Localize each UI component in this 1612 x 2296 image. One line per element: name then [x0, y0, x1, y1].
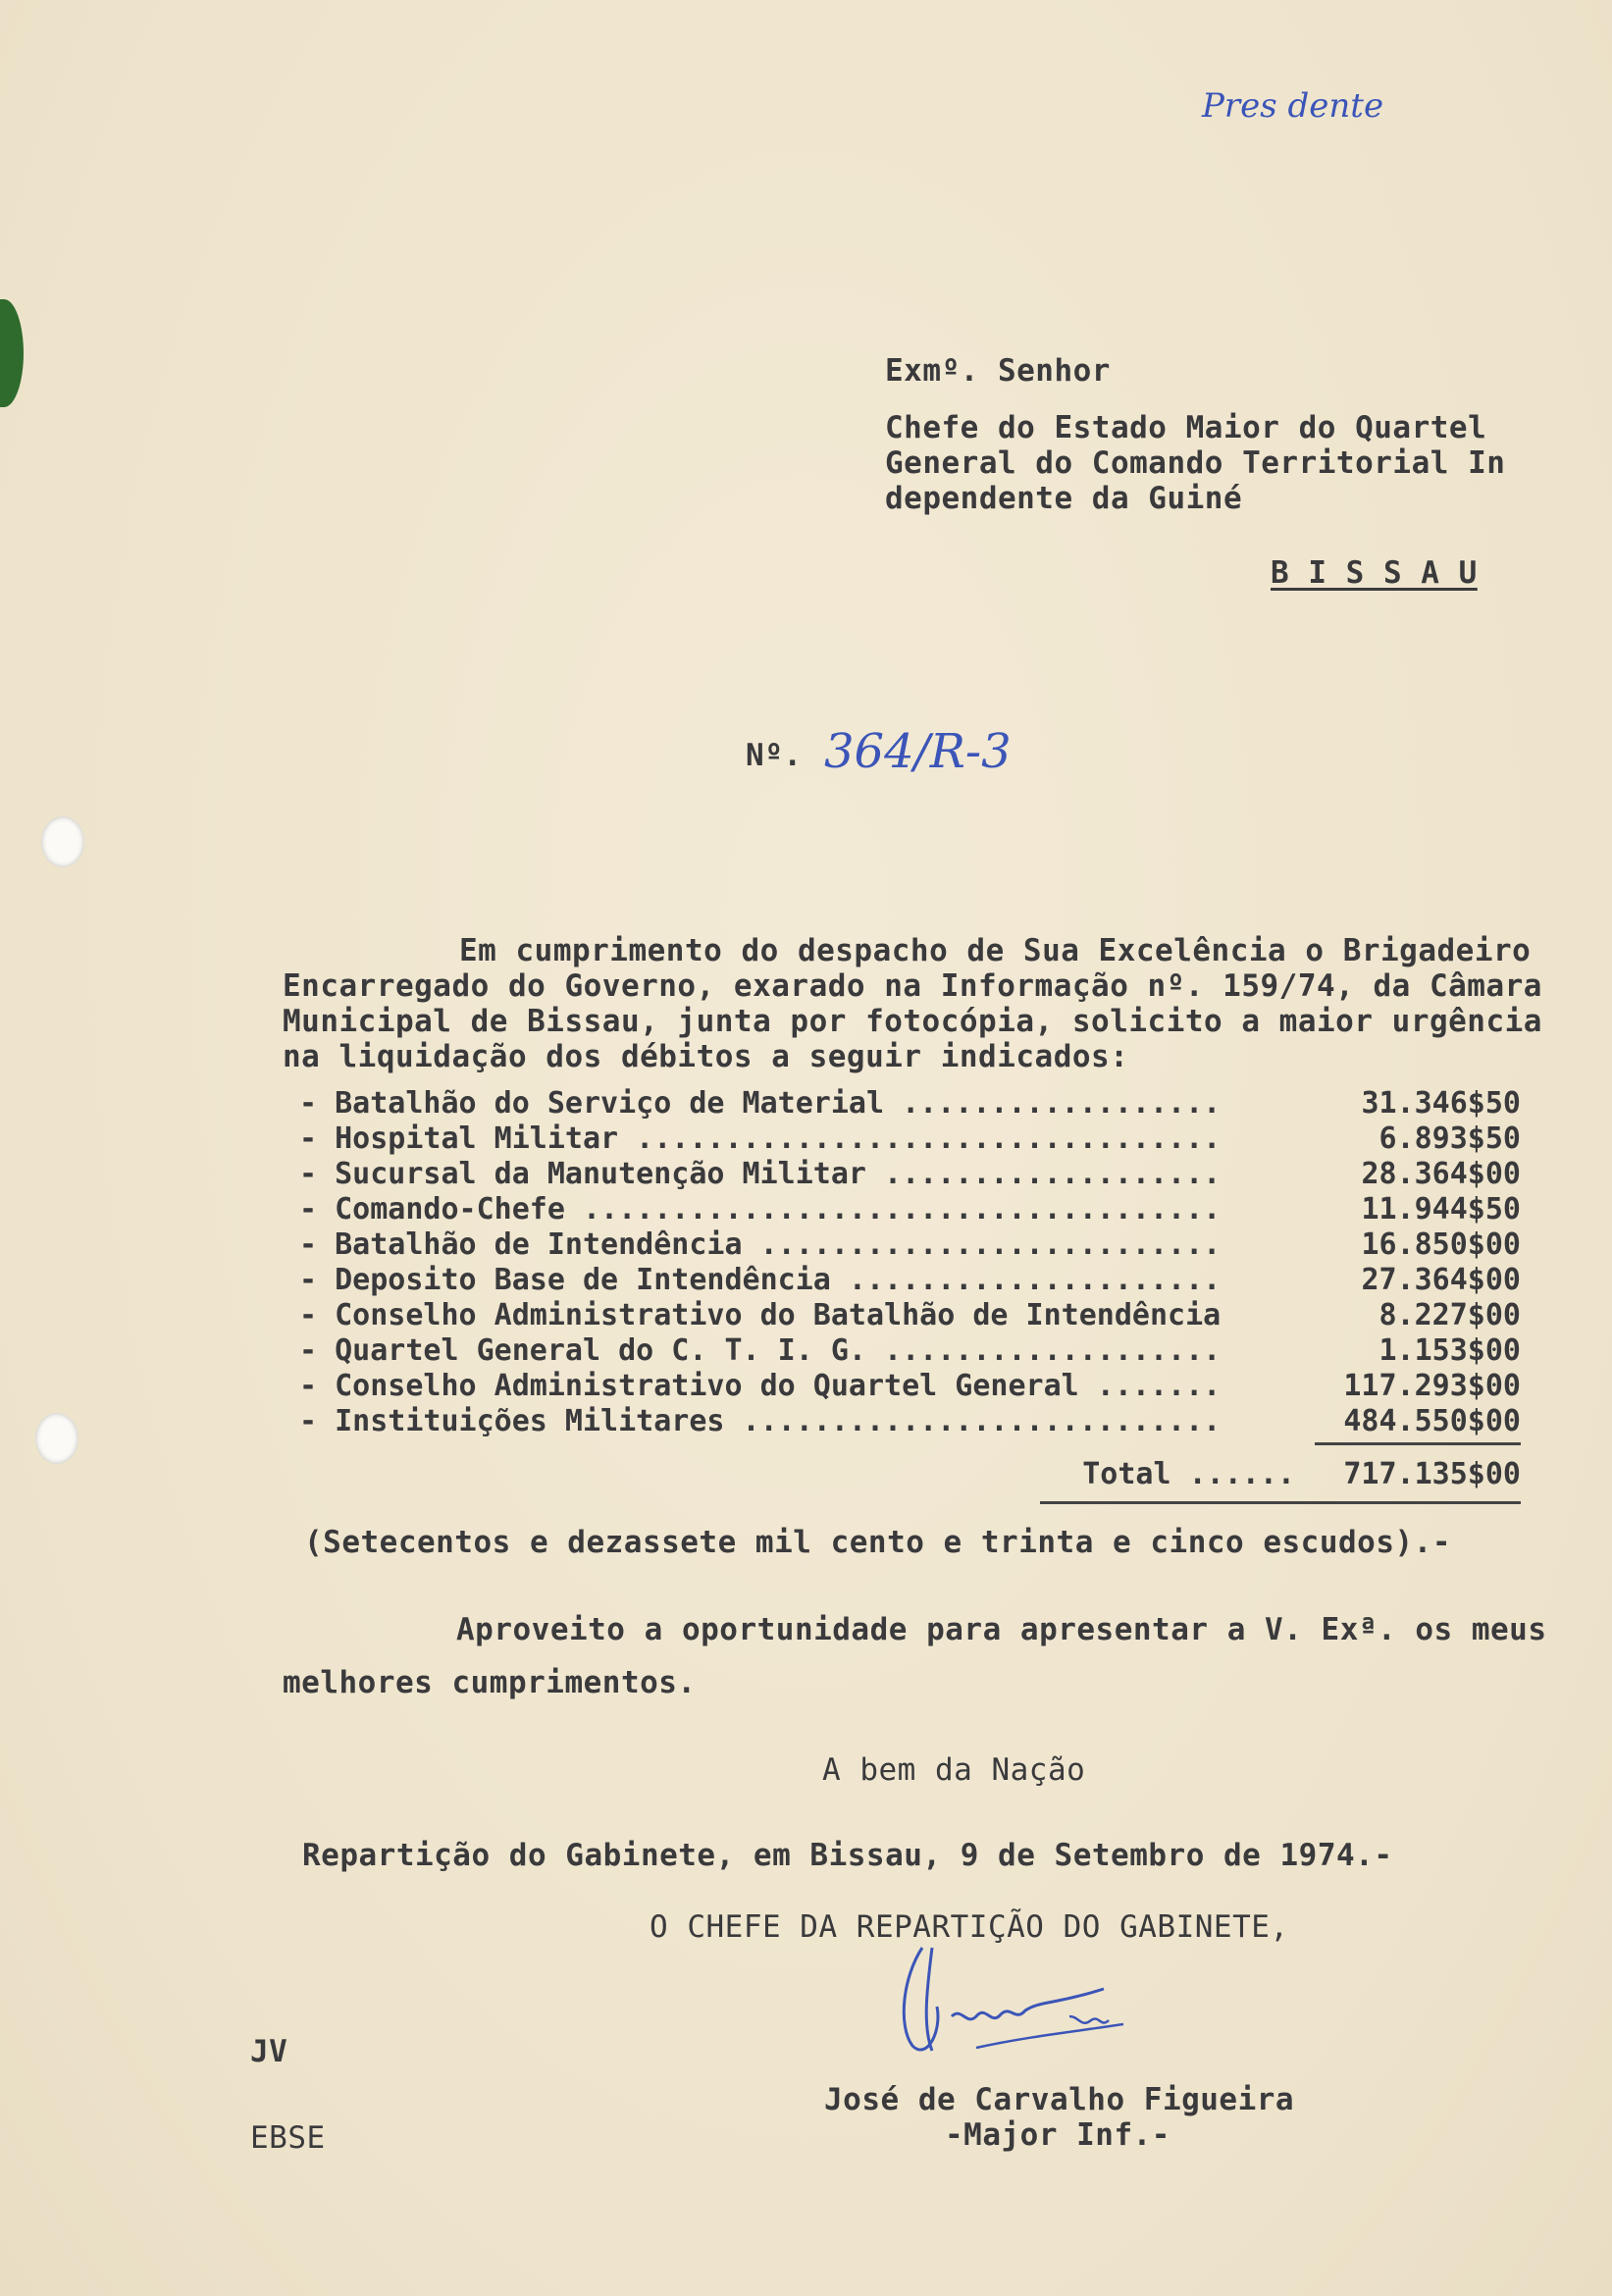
debt-value: 1.153$00 — [1378, 1333, 1521, 1368]
debt-row — [299, 1157, 1521, 1192]
debt-label: - Conselho Administrativo do Quartel General ....... — [299, 1369, 1222, 1403]
punch-hole-bottom — [35, 1413, 78, 1464]
debt-label: - Conselho Administrativo do Batalhão de Intendência — [299, 1298, 1222, 1332]
total-label: Total ...... — [1082, 1457, 1295, 1491]
reference-prefix: Nº. — [746, 738, 803, 773]
debt-label: - Batalhão do Serviço de Material .................. — [299, 1086, 1222, 1121]
signature-strokes — [883, 1938, 1207, 2085]
signer-name: José de Carvalho Figueira — [824, 2082, 1295, 2117]
debt-row — [299, 1263, 1521, 1298]
debt-label: - Deposito Base de Intendência ..................... — [299, 1263, 1222, 1297]
subtotal-rule — [1315, 1442, 1521, 1445]
green-tab-edge — [0, 299, 24, 407]
office-title: O CHEFE DA REPARTIÇÃO DO GABINETE, — [650, 1909, 1289, 1945]
handwritten-annotation: Pres dente — [1202, 86, 1384, 126]
debt-row — [299, 1122, 1521, 1157]
closing-motto: A bem da Nação — [822, 1752, 1086, 1788]
debt-label: - Comando-Chefe .................................... — [299, 1192, 1222, 1226]
reference-code: EBSE — [250, 2120, 326, 2156]
debt-label: - Instituições Militares ........................... — [299, 1404, 1222, 1438]
addressee-city: B I S S A U — [1271, 555, 1478, 591]
addressee-line-2: General do Comando Territorial In — [885, 445, 1506, 481]
debt-row — [299, 1333, 1521, 1369]
handwritten-signature — [883, 1938, 1207, 2085]
debt-label: - Quartel General do C. T. I. G. ................... — [299, 1333, 1222, 1368]
debt-value: 6.893$50 — [1378, 1122, 1521, 1156]
signer-rank: -Major Inf.- — [945, 2117, 1170, 2153]
debt-value: 8.227$00 — [1378, 1298, 1521, 1332]
debt-value: 27.364$00 — [1361, 1263, 1521, 1297]
debt-value: 28.364$00 — [1361, 1157, 1521, 1191]
body-line-1: Em cumprimento do despacho de Sua Excelência o Brigadeiro — [459, 933, 1532, 968]
debt-value: 31.346$50 — [1361, 1086, 1521, 1121]
debt-value: 117.293$00 — [1343, 1369, 1521, 1403]
total-rule — [1040, 1501, 1521, 1504]
debt-label: - Batalhão de Intendência .......................... — [299, 1227, 1222, 1262]
debt-row — [299, 1227, 1521, 1263]
addressee-line-3: dependente da Guiné — [885, 481, 1243, 516]
debt-row — [299, 1369, 1521, 1404]
debt-row — [299, 1298, 1521, 1333]
debt-row — [299, 1086, 1521, 1122]
debt-label: - Sucursal da Manutenção Militar ................... — [299, 1157, 1222, 1191]
closing-line-2: melhores cumprimentos. — [283, 1665, 697, 1700]
total-value: 717.135$00 — [1343, 1457, 1521, 1491]
reference-handwritten-number: 364/R-3 — [824, 724, 1012, 779]
debt-value: 484.550$00 — [1343, 1404, 1521, 1438]
salutation: Exmº. Senhor — [885, 353, 1111, 389]
punch-hole-top — [41, 816, 84, 867]
typist-initials: JV — [250, 2034, 288, 2069]
body-line-2: Encarregado do Governo, exarado na Informação nº. 159/74, da Câmara — [283, 968, 1542, 1004]
debt-value: 11.944$50 — [1361, 1192, 1521, 1226]
closing-line-1: Aproveito a oportunidade para apresentar a V. Exª. os meus — [456, 1612, 1547, 1647]
body-line-4: na liquidação dos débitos a seguir indicados: — [283, 1039, 1129, 1074]
debt-row — [299, 1192, 1521, 1227]
debt-label: - Hospital Militar ................................. — [299, 1122, 1222, 1156]
debt-row — [299, 1404, 1521, 1439]
body-line-3: Municipal de Bissau, junta por fotocópia, solicito a maior urgência — [283, 1004, 1542, 1039]
amount-in-words: (Setecentos e dezassete mil cento e trinta e cinco escudos).- — [304, 1525, 1451, 1560]
place-and-date: Repartição do Gabinete, em Bissau, 9 de Setembro de 1974.- — [302, 1838, 1393, 1873]
debt-value: 16.850$00 — [1361, 1227, 1521, 1262]
total-row — [299, 1457, 1521, 1492]
addressee-line-1: Chefe do Estado Maior do Quartel — [885, 410, 1487, 445]
